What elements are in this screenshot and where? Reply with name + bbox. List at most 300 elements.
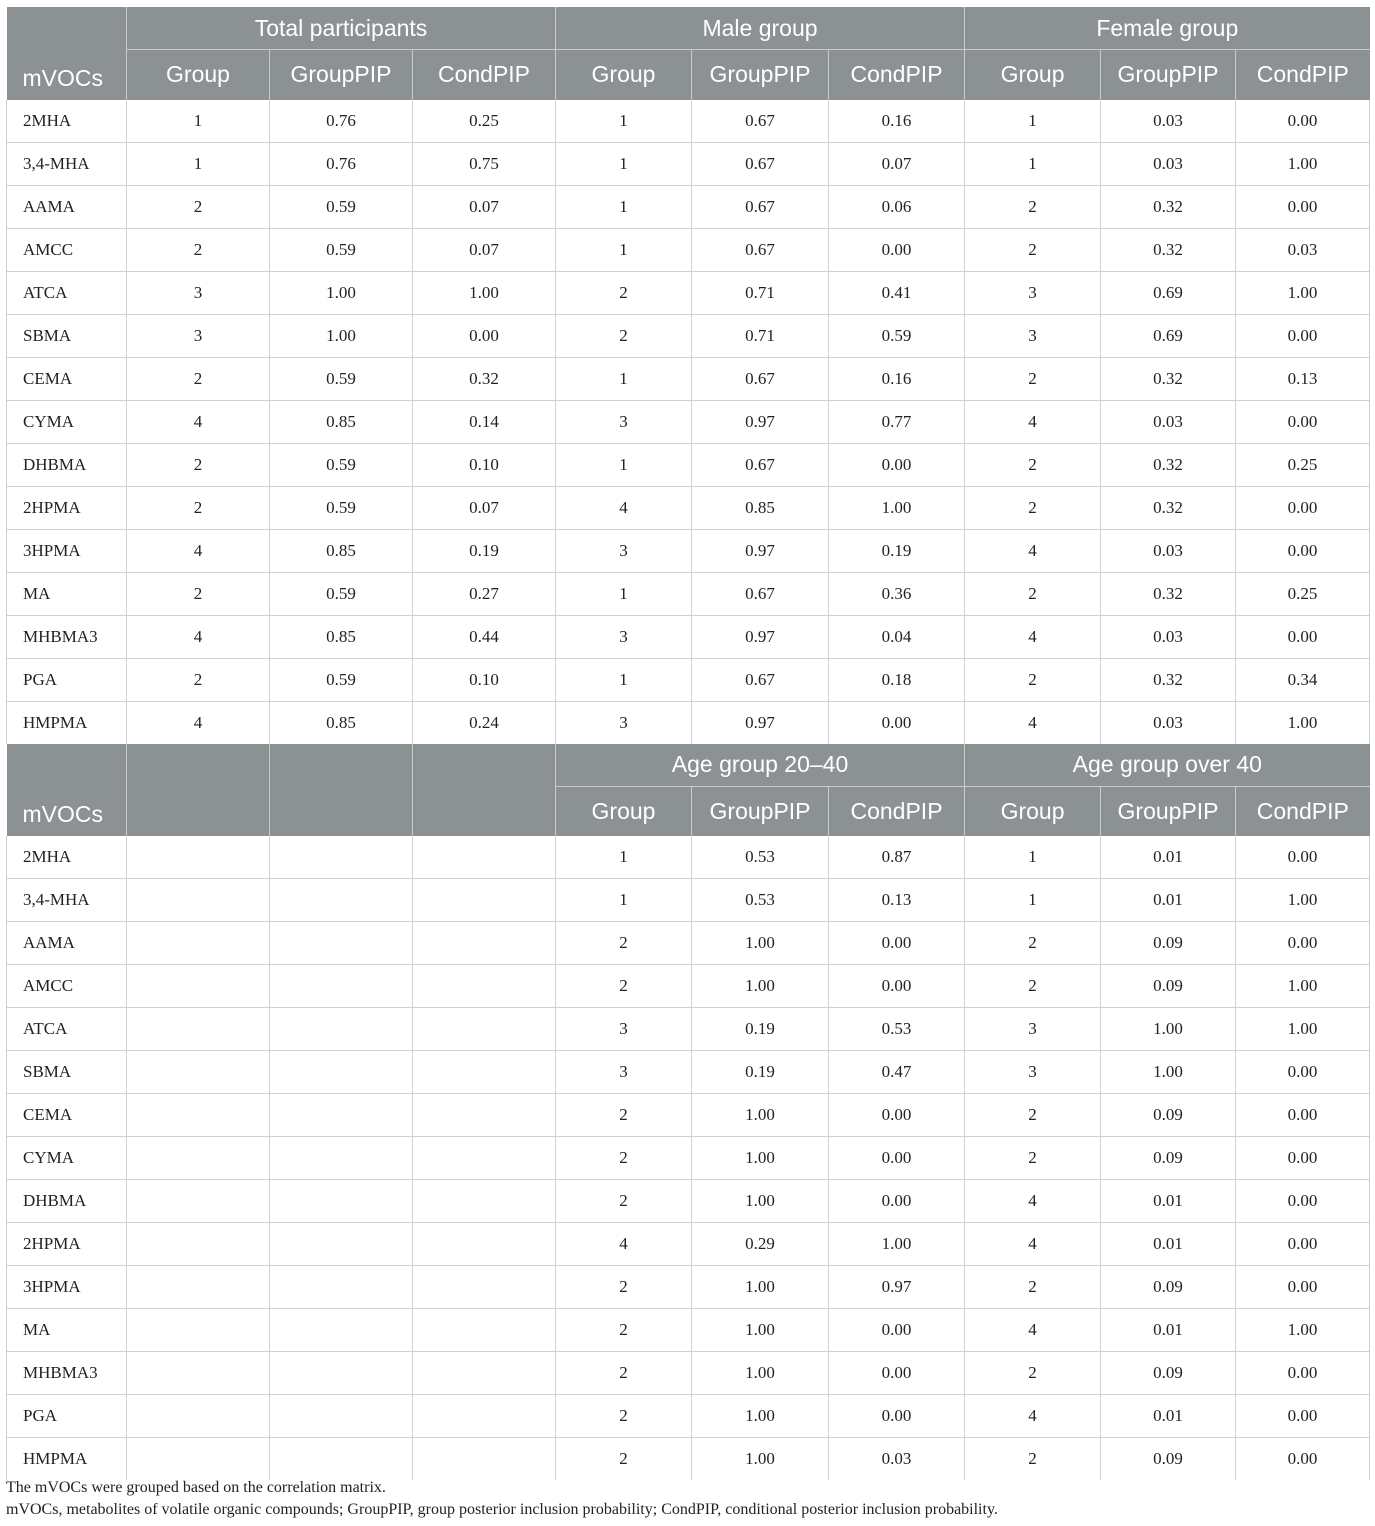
table-row [7, 100, 1370, 143]
value-cell: 0.67 [692, 142, 829, 185]
table-row [7, 357, 1370, 400]
value-cell: 0.00 [1236, 1395, 1370, 1438]
empty-cell [270, 1395, 413, 1438]
table1-body [7, 100, 1370, 744]
subheader-group: Group [965, 50, 1101, 100]
row-label-header: mVOCs [7, 50, 127, 100]
value-cell: 0.67 [692, 357, 829, 400]
table-row [7, 1223, 1370, 1266]
value-cell: 1.00 [692, 1438, 829, 1481]
value-cell: 0.32 [1101, 185, 1236, 228]
value-cell: 1 [965, 142, 1101, 185]
value-cell: 2 [127, 185, 270, 228]
header-blank [413, 744, 556, 787]
value-cell: 0.01 [1101, 1395, 1236, 1438]
row-name-cell: DHBMA [7, 1180, 127, 1223]
value-cell: 1.00 [692, 1266, 829, 1309]
value-cell: 0.00 [1236, 1223, 1370, 1266]
row-name-cell: SBMA [7, 1051, 127, 1094]
row-name-cell: 3HPMA [7, 529, 127, 572]
empty-cell [127, 1352, 270, 1395]
empty-cell [413, 836, 556, 879]
value-cell: 0.32 [413, 357, 556, 400]
value-cell: 0.97 [692, 701, 829, 744]
value-cell: 2 [127, 658, 270, 701]
value-cell: 0.00 [1236, 1051, 1370, 1094]
table-row [7, 1094, 1370, 1137]
value-cell: 0.00 [829, 443, 965, 486]
subheader-grouppip: GroupPIP [1101, 50, 1236, 100]
header-blank [270, 744, 413, 787]
value-cell: 0.00 [1236, 314, 1370, 357]
value-cell: 0.00 [1236, 1438, 1370, 1481]
value-cell: 0.00 [1236, 185, 1370, 228]
header-blank [7, 7, 127, 50]
value-cell: 0.03 [1101, 615, 1236, 658]
table2-header [7, 744, 1370, 837]
row-name-cell: MA [7, 572, 127, 615]
value-cell: 0.09 [1101, 1352, 1236, 1395]
value-cell: 3 [556, 615, 692, 658]
value-cell: 2 [965, 185, 1101, 228]
value-cell: 0.00 [1236, 1352, 1370, 1395]
row-name-cell: MA [7, 1309, 127, 1352]
value-cell: 0.59 [270, 486, 413, 529]
value-cell: 0.59 [270, 572, 413, 615]
value-cell: 1 [965, 100, 1101, 143]
row-name-cell: AAMA [7, 922, 127, 965]
value-cell: 1 [556, 357, 692, 400]
empty-cell [127, 1309, 270, 1352]
value-cell: 0.00 [829, 965, 965, 1008]
value-cell: 0.07 [413, 486, 556, 529]
value-cell: 2 [127, 486, 270, 529]
row-name-cell: 2MHA [7, 100, 127, 143]
value-cell: 1.00 [270, 314, 413, 357]
group-header-male: Male group [556, 7, 965, 50]
value-cell: 2 [965, 1352, 1101, 1395]
value-cell: 2 [127, 572, 270, 615]
value-cell: 4 [965, 1180, 1101, 1223]
header-blank [127, 786, 270, 836]
value-cell: 2 [965, 965, 1101, 1008]
value-cell: 4 [965, 400, 1101, 443]
row-name-cell: 2HPMA [7, 1223, 127, 1266]
empty-cell [127, 1137, 270, 1180]
value-cell: 1.00 [692, 1180, 829, 1223]
subheader-group: Group [556, 786, 692, 836]
value-cell: 1.00 [1236, 142, 1370, 185]
value-cell: 0.00 [1236, 922, 1370, 965]
value-cell: 3 [556, 1051, 692, 1094]
value-cell: 1.00 [692, 1309, 829, 1352]
subheader-condpip: CondPIP [829, 786, 965, 836]
empty-cell [413, 1223, 556, 1266]
subheader-grouppip: GroupPIP [1101, 786, 1236, 836]
value-cell: 0.97 [692, 400, 829, 443]
table-row [7, 529, 1370, 572]
value-cell: 2 [965, 1438, 1101, 1481]
empty-cell [413, 1309, 556, 1352]
value-cell: 0.00 [829, 1395, 965, 1438]
subheader-condpip: CondPIP [413, 50, 556, 100]
subheader-grouppip: GroupPIP [692, 50, 829, 100]
table-row [7, 228, 1370, 271]
empty-cell [127, 836, 270, 879]
value-cell: 1 [556, 100, 692, 143]
empty-cell [127, 1094, 270, 1137]
value-cell: 0.19 [413, 529, 556, 572]
value-cell: 0.00 [1236, 486, 1370, 529]
empty-cell [270, 1309, 413, 1352]
value-cell: 1 [556, 142, 692, 185]
value-cell: 4 [965, 529, 1101, 572]
value-cell: 0.00 [829, 1094, 965, 1137]
value-cell: 4 [965, 1223, 1101, 1266]
value-cell: 0.16 [829, 357, 965, 400]
subheader-grouppip: GroupPIP [692, 786, 829, 836]
value-cell: 0.27 [413, 572, 556, 615]
value-cell: 0.25 [1236, 572, 1370, 615]
row-name-cell: HMPMA [7, 1438, 127, 1481]
empty-cell [127, 1008, 270, 1051]
row-name-cell: MHBMA3 [7, 1352, 127, 1395]
table-row [7, 486, 1370, 529]
table-row [7, 1008, 1370, 1051]
value-cell: 2 [965, 1094, 1101, 1137]
value-cell: 0.13 [829, 879, 965, 922]
row-name-cell: ATCA [7, 1008, 127, 1051]
value-cell: 0.77 [829, 400, 965, 443]
value-cell: 1.00 [1236, 1309, 1370, 1352]
subheader-condpip: CondPIP [829, 50, 965, 100]
value-cell: 1.00 [1236, 879, 1370, 922]
value-cell: 1 [556, 658, 692, 701]
header-blank [413, 786, 556, 836]
value-cell: 4 [965, 615, 1101, 658]
value-cell: 1.00 [1236, 965, 1370, 1008]
value-cell: 0.00 [829, 1180, 965, 1223]
table-row [7, 658, 1370, 701]
value-cell: 1.00 [1236, 271, 1370, 314]
value-cell: 0.13 [1236, 357, 1370, 400]
value-cell: 0.19 [692, 1051, 829, 1094]
value-cell: 0.00 [1236, 400, 1370, 443]
table-row [7, 443, 1370, 486]
table-row [7, 142, 1370, 185]
empty-cell [413, 1352, 556, 1395]
value-cell: 0.32 [1101, 443, 1236, 486]
value-cell: 3 [127, 271, 270, 314]
value-cell: 0.67 [692, 185, 829, 228]
subheader-group: Group [127, 50, 270, 100]
value-cell: 0.29 [692, 1223, 829, 1266]
value-cell: 2 [556, 1309, 692, 1352]
value-cell: 0.71 [692, 314, 829, 357]
value-cell: 0.00 [1236, 615, 1370, 658]
empty-cell [270, 1137, 413, 1180]
value-cell: 0.09 [1101, 1266, 1236, 1309]
table-row [7, 185, 1370, 228]
row-label-header: mVOCs [7, 786, 127, 836]
value-cell: 0.19 [829, 529, 965, 572]
results-table-container [6, 7, 1369, 1480]
value-cell: 3 [965, 271, 1101, 314]
value-cell: 2 [556, 314, 692, 357]
value-cell: 1 [556, 836, 692, 879]
value-cell: 4 [556, 1223, 692, 1266]
value-cell: 1 [127, 142, 270, 185]
value-cell: 0.59 [270, 443, 413, 486]
row-name-cell: AMCC [7, 965, 127, 1008]
table-row [7, 1309, 1370, 1352]
table-row [7, 879, 1370, 922]
empty-cell [413, 1137, 556, 1180]
header-blank [127, 744, 270, 787]
row-name-cell: SBMA [7, 314, 127, 357]
value-cell: 0.76 [270, 100, 413, 143]
value-cell: 3 [127, 314, 270, 357]
table-row [7, 1051, 1370, 1094]
value-cell: 0.67 [692, 572, 829, 615]
table-row [7, 922, 1370, 965]
value-cell: 0.03 [1101, 142, 1236, 185]
table-row [7, 1438, 1370, 1481]
value-cell: 0.10 [413, 443, 556, 486]
row-name-cell: HMPMA [7, 701, 127, 744]
group-header-age-over-40: Age group over 40 [965, 744, 1370, 787]
value-cell: 0.59 [270, 658, 413, 701]
value-cell: 0.24 [413, 701, 556, 744]
value-cell: 0.03 [1101, 701, 1236, 744]
value-cell: 2 [965, 357, 1101, 400]
value-cell: 0.32 [1101, 486, 1236, 529]
value-cell: 4 [127, 400, 270, 443]
value-cell: 0.14 [413, 400, 556, 443]
value-cell: 0.00 [829, 1352, 965, 1395]
row-name-cell: CYMA [7, 1137, 127, 1180]
empty-cell [127, 1223, 270, 1266]
value-cell: 0.09 [1101, 1438, 1236, 1481]
value-cell: 0.71 [692, 271, 829, 314]
empty-cell [127, 879, 270, 922]
table-row [7, 572, 1370, 615]
row-name-cell: AMCC [7, 228, 127, 271]
value-cell: 0.97 [829, 1266, 965, 1309]
empty-cell [413, 922, 556, 965]
value-cell: 2 [556, 965, 692, 1008]
value-cell: 0.75 [413, 142, 556, 185]
value-cell: 2 [556, 271, 692, 314]
group-header-age-20-40: Age group 20–40 [556, 744, 965, 787]
value-cell: 1.00 [829, 1223, 965, 1266]
value-cell: 1.00 [692, 1352, 829, 1395]
empty-cell [127, 922, 270, 965]
value-cell: 2 [556, 1266, 692, 1309]
value-cell: 0.00 [1236, 1266, 1370, 1309]
row-name-cell: CEMA [7, 357, 127, 400]
value-cell: 1.00 [1101, 1008, 1236, 1051]
table-row [7, 701, 1370, 744]
empty-cell [127, 1180, 270, 1223]
row-name-cell: PGA [7, 658, 127, 701]
value-cell: 0.00 [1236, 836, 1370, 879]
value-cell: 1 [965, 879, 1101, 922]
empty-cell [127, 1395, 270, 1438]
value-cell: 0.03 [1236, 228, 1370, 271]
empty-cell [413, 1051, 556, 1094]
value-cell: 3 [965, 1051, 1101, 1094]
row-name-cell: PGA [7, 1395, 127, 1438]
value-cell: 2 [556, 1137, 692, 1180]
table-row [7, 615, 1370, 658]
value-cell: 1 [965, 836, 1101, 879]
value-cell: 0.32 [1101, 357, 1236, 400]
value-cell: 1.00 [692, 965, 829, 1008]
empty-cell [270, 879, 413, 922]
value-cell: 0.00 [1236, 1180, 1370, 1223]
value-cell: 2 [127, 228, 270, 271]
subheader-group: Group [556, 50, 692, 100]
header-blank [270, 786, 413, 836]
value-cell: 2 [965, 658, 1101, 701]
value-cell: 0.85 [270, 529, 413, 572]
value-cell: 0.01 [1101, 1180, 1236, 1223]
value-cell: 0.09 [1101, 922, 1236, 965]
value-cell: 0.36 [829, 572, 965, 615]
value-cell: 1.00 [692, 1137, 829, 1180]
value-cell: 0.00 [1236, 1137, 1370, 1180]
value-cell: 2 [556, 1094, 692, 1137]
value-cell: 0.03 [1101, 100, 1236, 143]
empty-cell [270, 1266, 413, 1309]
value-cell: 1 [127, 100, 270, 143]
value-cell: 0.04 [829, 615, 965, 658]
empty-cell [270, 1051, 413, 1094]
value-cell: 0.00 [829, 228, 965, 271]
value-cell: 0.01 [1101, 1309, 1236, 1352]
value-cell: 4 [127, 701, 270, 744]
empty-cell [413, 1180, 556, 1223]
row-name-cell: CEMA [7, 1094, 127, 1137]
subheader-condpip: CondPIP [1236, 50, 1370, 100]
value-cell: 2 [556, 922, 692, 965]
value-cell: 2 [556, 1352, 692, 1395]
empty-cell [413, 1266, 556, 1309]
value-cell: 0.59 [270, 228, 413, 271]
value-cell: 0.07 [829, 142, 965, 185]
value-cell: 0.00 [1236, 529, 1370, 572]
value-cell: 0.67 [692, 658, 829, 701]
row-name-cell: DHBMA [7, 443, 127, 486]
value-cell: 2 [965, 1137, 1101, 1180]
empty-cell [413, 1395, 556, 1438]
subheader-group: Group [965, 786, 1101, 836]
subheader-condpip: CondPIP [1236, 786, 1370, 836]
row-name-cell: ATCA [7, 271, 127, 314]
empty-cell [127, 1266, 270, 1309]
value-cell: 0.97 [692, 529, 829, 572]
value-cell: 0.18 [829, 658, 965, 701]
value-cell: 0.69 [1101, 314, 1236, 357]
value-cell: 2 [127, 357, 270, 400]
empty-cell [270, 1352, 413, 1395]
value-cell: 0.85 [270, 400, 413, 443]
value-cell: 2 [965, 1266, 1101, 1309]
value-cell: 2 [965, 572, 1101, 615]
value-cell: 4 [965, 701, 1101, 744]
subheader-grouppip: GroupPIP [270, 50, 413, 100]
value-cell: 0.00 [1236, 100, 1370, 143]
value-cell: 0.59 [270, 357, 413, 400]
value-cell: 0.32 [1101, 228, 1236, 271]
value-cell: 0.32 [1101, 572, 1236, 615]
empty-cell [270, 1438, 413, 1481]
value-cell: 0.09 [1101, 965, 1236, 1008]
value-cell: 0.00 [1236, 1094, 1370, 1137]
value-cell: 0.10 [413, 658, 556, 701]
value-cell: 0.01 [1101, 836, 1236, 879]
value-cell: 3 [556, 701, 692, 744]
value-cell: 0.76 [270, 142, 413, 185]
value-cell: 0.41 [829, 271, 965, 314]
value-cell: 0.00 [829, 922, 965, 965]
value-cell: 4 [965, 1309, 1101, 1352]
row-name-cell: MHBMA3 [7, 615, 127, 658]
value-cell: 1.00 [413, 271, 556, 314]
value-cell: 1 [556, 879, 692, 922]
footnote-abbreviations: mVOCs, metabolites of volatile organic compounds; GroupPIP, group posterior inclusion probability; CondPIP, conditional posterior inclusion probability. [6, 1501, 998, 1518]
value-cell: 2 [965, 922, 1101, 965]
value-cell: 3 [556, 529, 692, 572]
value-cell: 1.00 [692, 1094, 829, 1137]
value-cell: 0.07 [413, 228, 556, 271]
row-name-cell: CYMA [7, 400, 127, 443]
value-cell: 0.01 [1101, 879, 1236, 922]
table2-body [7, 836, 1370, 1480]
empty-cell [270, 965, 413, 1008]
row-name-cell: 2HPMA [7, 486, 127, 529]
value-cell: 2 [965, 443, 1101, 486]
value-cell: 1 [556, 443, 692, 486]
table-row [7, 1352, 1370, 1395]
value-cell: 0.09 [1101, 1094, 1236, 1137]
value-cell: 1.00 [692, 1395, 829, 1438]
value-cell: 0.09 [1101, 1137, 1236, 1180]
value-cell: 3 [965, 314, 1101, 357]
value-cell: 0.16 [829, 100, 965, 143]
group-header-female: Female group [965, 7, 1370, 50]
table-row [7, 314, 1370, 357]
value-cell: 2 [556, 1180, 692, 1223]
table1-header [7, 7, 1370, 100]
empty-cell [127, 1051, 270, 1094]
value-cell: 0.19 [692, 1008, 829, 1051]
value-cell: 0.06 [829, 185, 965, 228]
row-name-cell: 3,4-MHA [7, 142, 127, 185]
empty-cell [127, 1438, 270, 1481]
value-cell: 0.25 [1236, 443, 1370, 486]
value-cell: 2 [965, 228, 1101, 271]
value-cell: 3 [965, 1008, 1101, 1051]
value-cell: 0.47 [829, 1051, 965, 1094]
footnote-grouping: The mVOCs were grouped based on the correlation matrix. [6, 1479, 386, 1496]
empty-cell [413, 965, 556, 1008]
value-cell: 0.03 [1101, 400, 1236, 443]
row-name-cell: AAMA [7, 185, 127, 228]
value-cell: 0.00 [829, 1137, 965, 1180]
value-cell: 0.59 [270, 185, 413, 228]
